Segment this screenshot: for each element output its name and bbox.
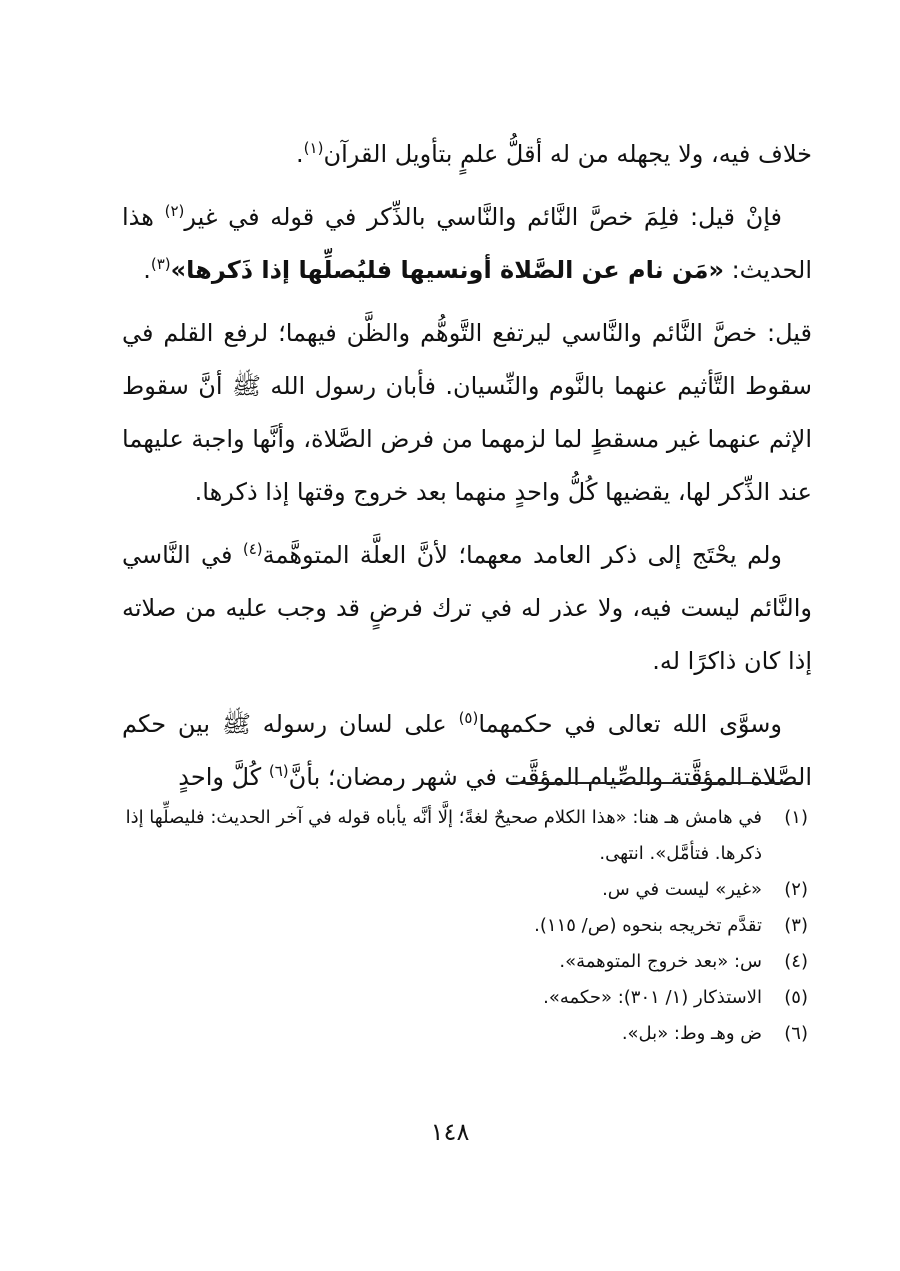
footnote-divider xyxy=(510,782,802,784)
paragraph-4 xyxy=(122,529,812,688)
paragraph-3-text: قيل: خصَّ النَّائم والنَّاسي ليرتفع التَّوهُّم والظَّن فيهما؛ لرفع القلم في سقوط التَّأثيم عنهما بالنَّوم والنِّسيان. فأبان رسول الله ﷺ أنَّ سقوط الإثم عنهما غير مسقطٍ لما لزمهما من فرض الصَّلاة، وأنَّها واجبة عليهما عند الذِّكر لها، يقضيها كُلُّ واحدٍ منهما بعد خروج وقتها إذا ذكرها. xyxy=(122,319,812,506)
footnote-text: تقدَّم تخريجه بنحوه (ص/ ١١٥). xyxy=(534,915,762,936)
footnote-ref-1: (١) xyxy=(303,139,324,157)
footnotes xyxy=(118,800,808,1052)
footnote-item xyxy=(118,980,808,1016)
main-text xyxy=(122,128,812,814)
footnote-number: (٦) xyxy=(784,1023,808,1044)
paragraph-2-end: . xyxy=(143,256,151,284)
footnote-number: (٢) xyxy=(784,879,808,900)
paragraph-5-text-c: كُلَّ واحدٍ xyxy=(178,763,269,791)
footnote-ref-5: (٥) xyxy=(458,709,479,727)
paragraph-1-end: . xyxy=(296,140,304,168)
paragraph-2 xyxy=(122,191,812,297)
paragraph-1-text: خلاف فيه، ولا يجهله من له أقلُّ علمٍ بتأويل القرآن xyxy=(323,140,812,168)
page-number: ١٤٨ xyxy=(430,1118,470,1146)
footnote-item xyxy=(118,872,808,908)
paragraph-5 xyxy=(122,698,812,804)
footnote-text: ض وهـ وط: «بل». xyxy=(621,1023,762,1044)
footnote-text: في هامش هـ هنا: «هذا الكلام صحيحٌ لغةً؛ إلَّا أنَّه يأباه قوله في آخر الحديث: فليصلِّها إذا ذكرها. فتأمَّل». انتهى. xyxy=(125,807,762,864)
footnote-number: (٤) xyxy=(784,951,808,972)
footnote-ref-6: (٦) xyxy=(268,762,289,780)
paragraph-3 xyxy=(122,307,812,519)
footnote-text: «غير» ليست في س. xyxy=(602,879,762,900)
footnote-number: (١) xyxy=(784,807,808,828)
paragraph-5-text-a: وسوَّى الله تعالى في حكمهما xyxy=(478,710,782,738)
paragraph-1 xyxy=(122,128,812,181)
footnote-number: (٣) xyxy=(784,915,808,936)
footnote-text: س: «بعد خروج المتوهمة». xyxy=(559,951,762,972)
paragraph-2-text-a: فإنْ قيل: فلِمَ خصَّ النَّائم والنَّاسي بالذِّكر في قوله في غير xyxy=(184,203,782,231)
footnote-number: (٥) xyxy=(784,987,808,1008)
footnote-ref-2: (٢) xyxy=(164,202,185,220)
hadith-quote: «مَن نام عن الصَّلاة أونسيها فليُصلِّها إذا ذَكرها» xyxy=(170,256,724,284)
footnote-item xyxy=(118,1016,808,1052)
paragraph-4-text-b: في النَّاسي والنَّائم ليست فيه، ولا عذر له في ترك فرضٍ قد وجب عليه من صلاته إذا كان ذاكرًا له. xyxy=(122,541,812,675)
footnote-item xyxy=(118,908,808,944)
paragraph-5-text-b: على لسان رسوله ﷺ بين حكم الصَّلاة المؤقَّتة والصِّيام المؤقَّت في شهر رمضان؛ بأنَّ xyxy=(122,710,812,791)
paragraph-2-text-b: هذا الحديث: xyxy=(122,203,812,284)
footnote-ref-3: (٣) xyxy=(150,255,171,273)
footnote-item xyxy=(118,800,808,872)
paragraph-4-text-a: ولم يحْتَج إلى ذكر العامد معهما؛ لأنَّ العلَّة المتوهَّمة xyxy=(262,541,782,569)
footnote-text: الاستذكار (١/ ٣٠١): «حكمه». xyxy=(543,987,762,1008)
footnote-item xyxy=(118,944,808,980)
footnote-ref-4: (٤) xyxy=(242,540,263,558)
